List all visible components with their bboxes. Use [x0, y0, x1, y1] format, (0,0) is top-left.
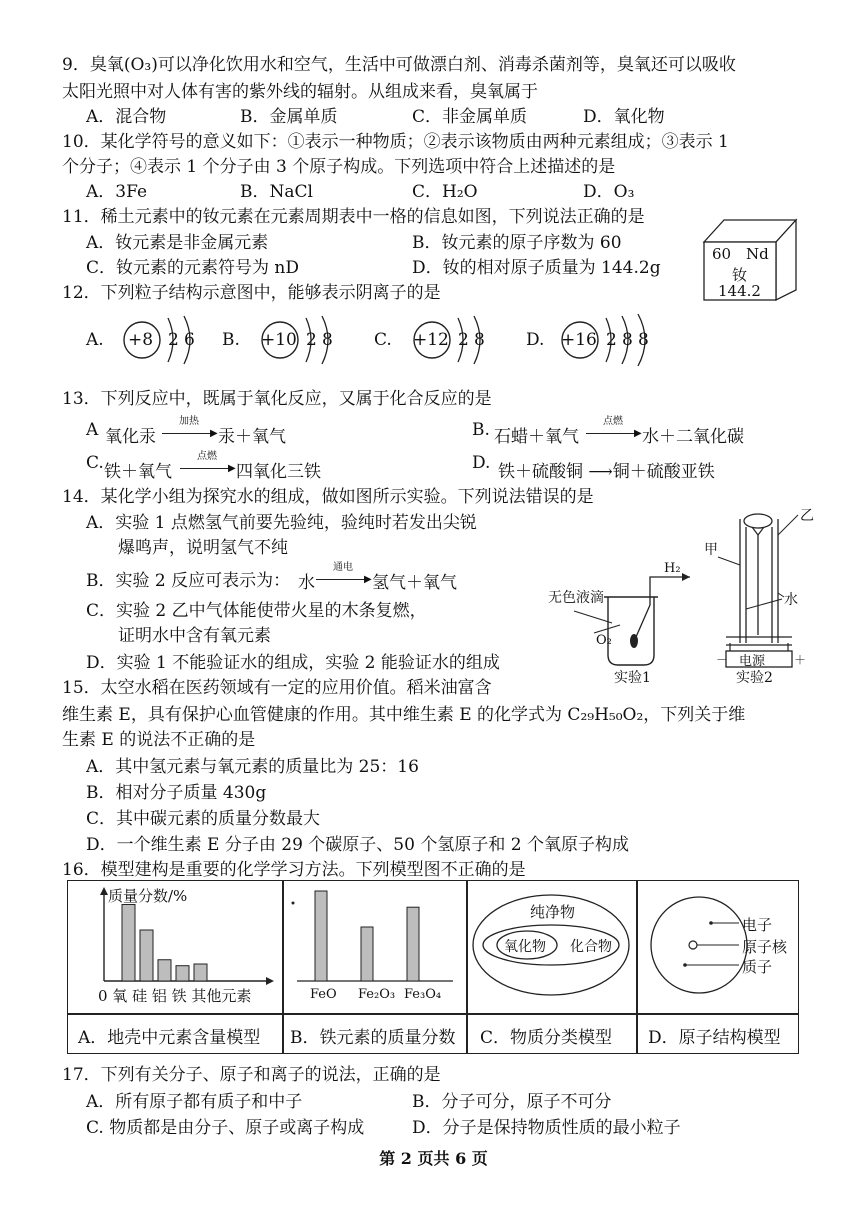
- q14-option-c-line2: 证明水中含有氧元素: [118, 626, 271, 646]
- q10-line2: 个分子；④表示 1 个分子由 3 个原子构成。下列选项中符合上述描述的是: [62, 157, 616, 177]
- q13-c-condition: 点燃: [197, 451, 217, 462]
- q12-d-shell2: 8: [622, 330, 633, 350]
- q10-line1: 10．某化学符号的意义如下：①表示一种物质；②表示该物质由两种元素组成；③表示 1: [62, 132, 729, 152]
- q9-option-d: D．氧化物: [583, 107, 665, 127]
- q12-c-charge: +12: [413, 330, 449, 350]
- q17-option-d: D．分子是保持物质性质的最小粒子: [412, 1118, 681, 1138]
- q14-option-b-left: 水: [298, 573, 315, 593]
- q9-option-c: C．非金属单质: [412, 107, 528, 127]
- q15-option-c: C．其中碳元素的质量分数最大: [86, 809, 321, 829]
- q12-a-label: A.: [86, 330, 104, 350]
- fig1-caption: 实验1: [614, 670, 651, 686]
- fig2-jia-label: 甲: [704, 542, 718, 558]
- q16-b-xlabel-3: Fe₃O₄: [404, 987, 442, 1002]
- q13-a-arrow: [162, 433, 216, 434]
- q14-option-b-label: B．实验 2 反应可表示为：: [86, 571, 291, 591]
- q12-diagrams: [80, 312, 800, 372]
- q13-a-left: 氧化汞: [105, 427, 156, 447]
- q12-c-shell2: 8: [474, 330, 485, 350]
- q12-stem: 12．下列粒子结构示意图中，能够表示阴离子的是: [62, 283, 441, 303]
- q16-b-bar-3: [407, 907, 419, 981]
- fig1-o2-label: O₂: [596, 633, 612, 648]
- q14-option-b-condition: 通电: [333, 562, 353, 573]
- q16-b-bar-1: [315, 891, 327, 981]
- q16-a-bar-5: [194, 964, 207, 981]
- q13-b-label: B.: [472, 420, 490, 440]
- fig2-yi-label: 乙: [800, 508, 814, 524]
- q9-line2: 太阳光照中对人体有害的紫外线的辐射。从组成来看，臭氧属于: [62, 82, 538, 102]
- q15-option-d: D．一个维生素 E 分子由 29 个碳原子、50 个氢原子和 2 个氧原子构成: [86, 835, 629, 855]
- q16-a-caption: A．地壳中元素含量模型: [78, 1028, 261, 1048]
- q13-c-right: 四氧化三铁: [236, 462, 321, 482]
- q12-d-shell1: 2: [606, 330, 617, 350]
- q13-stem: 13．下列反应中，既属于氧化反应，又属于化合反应的是: [62, 389, 492, 409]
- q10-option-c: C．H₂O: [412, 182, 478, 202]
- q10-option-b: B．NaCl: [240, 182, 313, 202]
- fig2-caption: 实验2: [736, 670, 773, 686]
- q15-line2: 维生素 E，具有保护心血管健康的作用。其中维生素 E 的化学式为 C₂₉H₅₀O₂，下列关于维: [62, 705, 746, 725]
- q9-line1: 9．臭氧(O₃)可以净化饮用水和空气，生活中可做漂白剂、消毒杀菌剂等，臭氧还可以吸收: [62, 55, 736, 75]
- q15-option-b: B．相对分子质量 430g: [86, 783, 267, 803]
- q16-b-xlabel-1: FeO: [310, 987, 337, 1002]
- q12-b-shell1: 2: [306, 330, 317, 350]
- q16-b-xlabel-2: Fe₂O₃: [358, 987, 396, 1002]
- q13-b-arrow: [586, 433, 640, 434]
- q12-a-charge: +8: [128, 330, 154, 350]
- q16-a-ylabel: 质量分数/%: [108, 887, 188, 905]
- q13-a-condition: 加热: [179, 416, 199, 427]
- q16-table-divider: [68, 1013, 798, 1015]
- q16-c-inner2-label: 化合物: [570, 939, 612, 955]
- page-footer: 第 2 页共 6 页: [379, 1149, 488, 1168]
- q10-option-a: A．3Fe: [86, 182, 148, 202]
- q16-d-label-proton: 质子: [742, 958, 773, 976]
- element-cell: [700, 212, 800, 302]
- q11-stem: 11．稀土元素中的钕元素在元素周期表中一格的信息如图，下列说法正确的是: [62, 207, 645, 227]
- q15-line3: 生素 E 的说法不正确的是: [62, 730, 256, 750]
- q16-model-table: [67, 880, 799, 1054]
- q16-a-bar-2: [140, 930, 153, 981]
- q12-d-shell3: 8: [638, 330, 649, 350]
- q9-option-b: B．金属单质: [240, 107, 338, 127]
- q10-option-d: D．O₃: [583, 182, 635, 202]
- q9-option-a: A．混合物: [86, 107, 167, 127]
- q16-b-bar-2: [361, 927, 373, 981]
- element-symbol: Nd: [746, 245, 769, 263]
- q12-c-label: C.: [374, 330, 392, 350]
- q13-b-condition: 点燃: [603, 416, 623, 427]
- fig2-minus: －: [716, 653, 729, 667]
- q17-option-b: B．分子可分，原子不可分: [412, 1092, 612, 1112]
- fig1-liquid-label: 无色液滴: [548, 590, 604, 606]
- q13-a-arrowhead: ▶: [210, 428, 218, 439]
- q14-option-b-arrowhead: ▶: [364, 574, 372, 585]
- q12-d-label: D.: [526, 330, 545, 350]
- q16-stem: 16．模型建构是重要的化学学习方法。下列模型图不正确的是: [62, 860, 526, 880]
- q16-c-caption: C．物质分类模型: [480, 1028, 613, 1048]
- element-mass: 144.2: [718, 282, 761, 300]
- q16-b-caption: B．铁元素的质量分数: [290, 1028, 456, 1048]
- q13-c-left: 铁＋氧气: [104, 462, 172, 482]
- q14-option-a-line2: 爆鸣声，说明氢气不纯: [118, 538, 288, 558]
- q17-option-a: A．所有原子都有质子和中子: [86, 1092, 303, 1112]
- fig2-plus: ＋: [794, 653, 807, 667]
- element-name: 钕: [732, 266, 748, 284]
- q16-d-caption: D．原子结构模型: [648, 1028, 781, 1048]
- q11-option-c: C．钕元素的元素符号为 nD: [86, 258, 299, 278]
- q16-a-bar-4: [176, 966, 189, 981]
- q14-option-d: D．实验 1 不能验证水的组成，实验 2 能验证水的组成: [86, 653, 500, 673]
- fig1-h2-label: H₂: [664, 561, 681, 576]
- q16-c-inner1-label: 氧化物: [504, 939, 546, 955]
- q11-option-b: B．钕元素的原子序数为 60: [412, 233, 622, 253]
- q16-c-outer-label: 纯净物: [530, 903, 576, 921]
- q13-a-label: A: [86, 420, 99, 440]
- q13-d-label: D.: [472, 453, 491, 473]
- q14-option-b-right: 氢气＋氧气: [372, 573, 457, 593]
- q16-d-label-nucleus: 原子核: [742, 938, 788, 956]
- q11-option-d: D．钕的相对原子质量为 144.2g: [412, 258, 661, 278]
- q17-option-c: C. 物质都是由分子、原子或离子构成: [86, 1118, 365, 1138]
- element-number: 60: [712, 245, 732, 263]
- q12-d-charge: +16: [561, 330, 597, 350]
- q12-b-charge: +10: [261, 330, 297, 350]
- q12-a-shell1: 2: [168, 330, 179, 350]
- q12-a-shell2: 6: [184, 330, 195, 350]
- q13-d-text: 铁＋硫酸铜 ⟶铜＋硫酸亚铁: [498, 462, 715, 482]
- q14-option-a-line1: A．实验 1 点燃氢气前要先验纯，验纯时若发出尖锐: [86, 513, 477, 533]
- q14-stem: 14．某化学小组为探究水的组成，做如图所示实验。下列说法错误的是: [62, 487, 594, 507]
- q16-a-bar-1: [122, 905, 135, 982]
- q17-stem: 17．下列有关分子、原子和离子的说法，正确的是: [62, 1065, 441, 1085]
- experiment-figures: [540, 505, 820, 685]
- q14-option-c-line1: C．实验 2 乙中气体能使带火星的木条复燃，: [86, 601, 427, 621]
- q13-c-arrowhead: ▶: [228, 463, 236, 474]
- q13-b-arrowhead: ▶: [634, 428, 642, 439]
- q12-b-shell2: 8: [322, 330, 333, 350]
- q13-b-left: 石蜡＋氧气: [494, 427, 579, 447]
- q14-option-b-arrow: [316, 579, 370, 580]
- q13-b-right: 水＋二氧化碳: [642, 427, 744, 447]
- q12-b-label: B.: [222, 330, 240, 350]
- q13-c-label: C.: [86, 453, 104, 473]
- q12-c-shell1: 2: [458, 330, 469, 350]
- q16-a-xlabels: 0 氧 硅 铝 铁 其他元素: [98, 987, 252, 1005]
- fig2-power-label: 电源: [739, 654, 766, 669]
- q16-a-bar-3: [158, 960, 171, 981]
- q13-a-right: 汞＋氧气: [218, 427, 286, 447]
- q15-line1: 15．太空水稻在医药领域有一定的应用价值。稻米油富含: [62, 678, 492, 698]
- q15-option-a: A．其中氢元素与氧元素的质量比为 25：16: [86, 757, 419, 777]
- fig2-water-label: 水: [784, 592, 798, 608]
- q16-d-label-electron: 电子: [742, 916, 773, 934]
- q13-c-arrow: [180, 468, 234, 469]
- q11-option-a: A．钕元素是非金属元素: [86, 233, 269, 253]
